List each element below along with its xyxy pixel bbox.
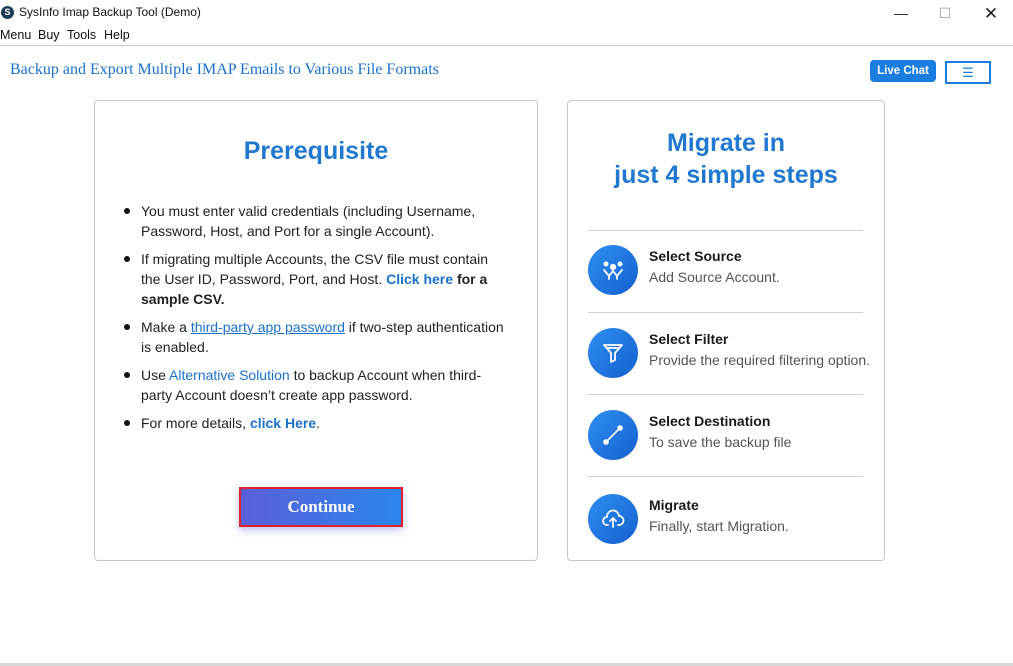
divider [588,230,863,231]
live-chat-button[interactable]: Live Chat [870,60,936,82]
prerequisite-list [141,201,511,441]
list-item: Use Alternative Solution to backup Account when third-party Account doesn’t create app password. [141,365,511,405]
continue-button[interactable]: Continue [239,487,403,527]
title-bar [0,0,1013,27]
filter-icon [588,328,638,378]
page-headline: Backup and Export Multiple IMAP Emails to Various File Formats [10,61,439,78]
app-password-link[interactable]: third-party app password [190,319,345,335]
cloud-upload-icon [588,494,638,544]
more-details-link[interactable]: click Here [249,415,317,431]
prerequisite-card [94,100,538,561]
step-select-filter: Select Filter Provide the required filtering option. [588,328,884,388]
prerequisite-title: Prerequisite [243,137,389,165]
menu-item-menu[interactable]: Menu [0,28,32,42]
menu-item-help[interactable]: Help [104,28,130,42]
step-select-destination: Select Destination To save the backup file [588,410,884,470]
window-title: SysInfo Imap Backup Tool (Demo) [19,5,201,19]
menu-bar [0,27,1013,46]
list-item: Make a third-party app password if two-step authentication is enabled. [141,317,511,357]
step-select-source: Select Source Add Source Account. [588,245,884,305]
list-item: If migrating multiple Accounts, the CSV file must contain the User ID, Password, Port, and Host. Click here for a sample CSV. [141,249,511,309]
migrate-steps-card [567,100,885,561]
migrate-title: Migrate in just 4 simple steps [614,129,838,189]
menu-item-tools[interactable]: Tools [67,28,97,42]
list-item: You must enter valid credentials (including Username, Password, Host, and Port for a single Account). [141,201,511,241]
close-button[interactable]: ✕ [983,4,999,23]
hamburger-icon: ☰ [962,65,974,80]
divider [588,476,863,477]
minimize-button[interactable]: — [894,5,908,21]
destination-icon [588,410,638,460]
alternative-solution-link[interactable]: Alternative Solution [169,367,290,383]
maximize-button[interactable]: ☐ [938,5,952,21]
hamburger-menu-button[interactable] [945,61,991,84]
source-icon [588,245,638,295]
app-logo-icon: S [1,6,14,19]
divider [588,394,863,395]
menu-item-buy[interactable]: Buy [38,28,60,42]
step-migrate: Migrate Finally, start Migration. [588,494,884,554]
divider [588,312,863,313]
list-item: For more details, click Here. [141,413,511,433]
sample-csv-link[interactable]: Click here [386,271,454,287]
